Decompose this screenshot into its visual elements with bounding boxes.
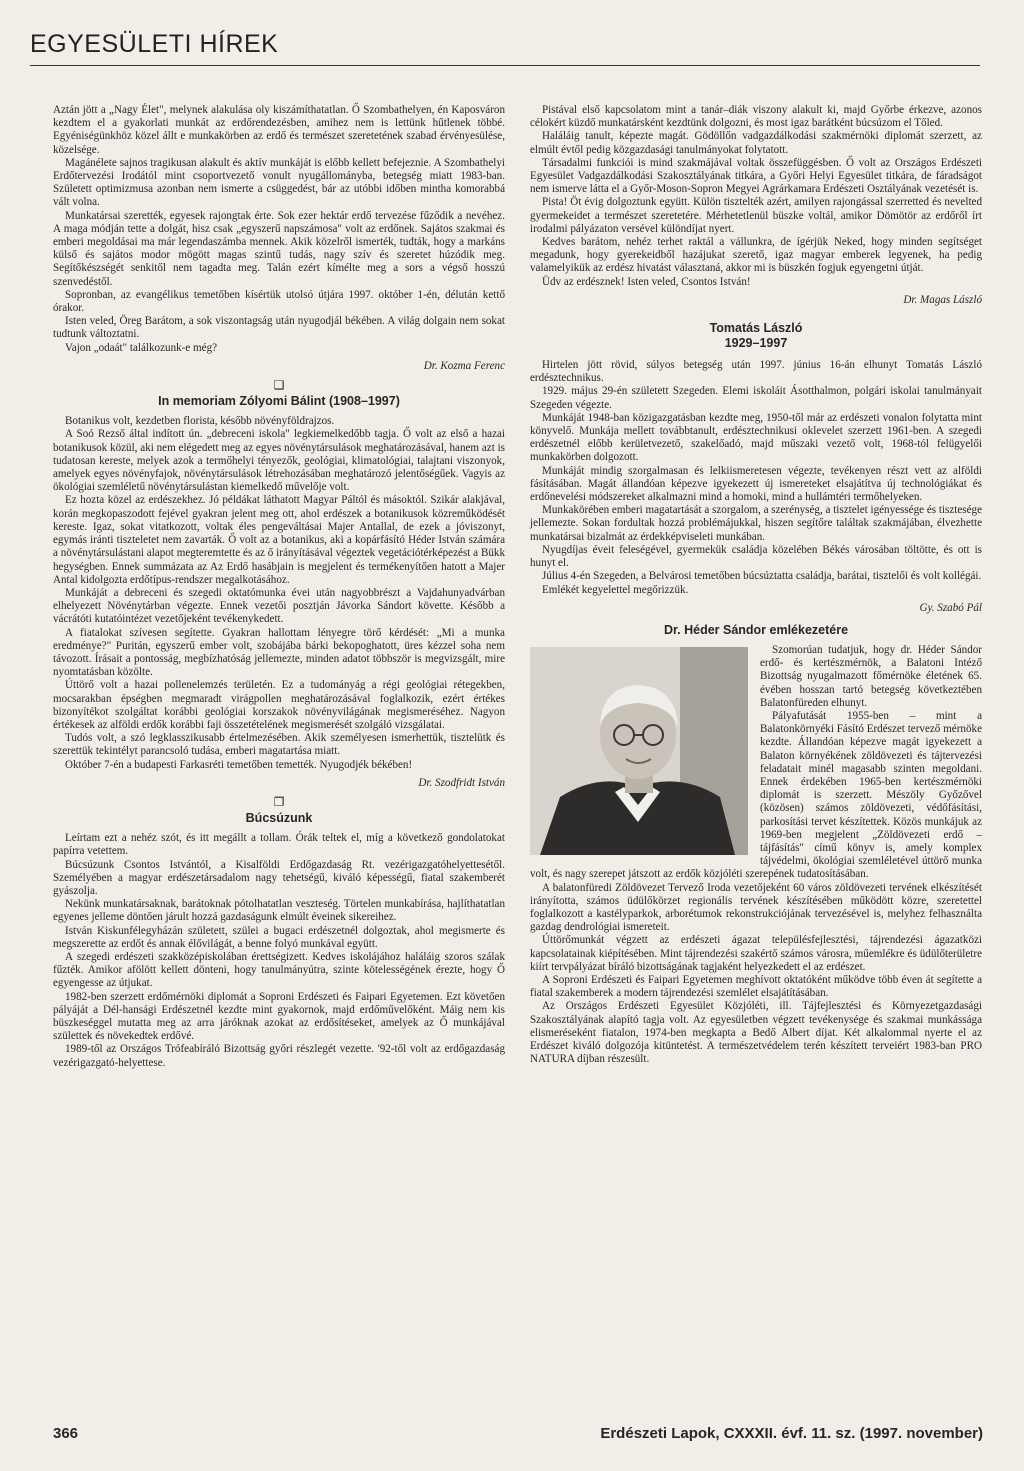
article-title: Búcsúzunk bbox=[245, 811, 313, 826]
paragraph: Haláláig tanult, képezte magát. Gödöllőn vadgazdálkodási szakmérnöki diplomát szerzett, az elmúlt évtől pedig közgazdasági tanulmányokat folytatott. bbox=[530, 130, 982, 156]
journal-citation: Erdészeti Lapok, CXXXII. évf. 11. sz. (1997. november) bbox=[600, 1425, 983, 1442]
paragraph: 1989-től az Országos Trófeabíráló Bizottság győri részlegét vezette. '92-től volt az erdőgazdaság vezérigazgató-helyettese. bbox=[53, 1043, 505, 1069]
signature: Dr. Kozma Ferenc bbox=[423, 359, 505, 372]
paragraph: István Kiskunfélegyházán született, szülei a bugaci erdészetnél dolgoztak, ahol megismerte és megszerette az erdőt és annak élővilágát, a benne folyó munkával együtt. bbox=[53, 924, 505, 950]
paragraph: Leírtam ezt a nehéz szót, és itt megállt a tollam. Órák teltek el, míg a következő gondolatokat papírra vetettem. bbox=[53, 832, 505, 858]
signature: Gy. Szabó Pál bbox=[919, 601, 982, 614]
paragraph: Társadalmi funkciói is mind szakmájával voltak összefüggésben. Ő volt az Országos Erdészeti Egyesület Vadgazdálkodási Szakosztályának titkára, a Győri Helyi Egyesület titkára, de fáradságot nem ismerve látta el a Győr-Moson-Sopron Megyei Agrárkamara Erdészeti Osztályának vezetését is. bbox=[530, 156, 982, 196]
paragraph: Úttörőmunkát végzett az erdészeti ágazat településfejlesztési, tájrendezési ágazatközi kapcsolatainak kiépítésében. Mint tájrendezési szakértő számos városra, műemlékre és üdülőterületre kiírt tervpályázat bíráló bizottságának tagjaként helyezkedett el az erdészet. bbox=[530, 934, 982, 973]
section-title: EGYESÜLETI HÍREK bbox=[30, 30, 279, 58]
portrait-image bbox=[530, 647, 748, 855]
title-name: Tomatás László bbox=[709, 321, 803, 336]
page-header bbox=[30, 30, 980, 66]
paragraph: Július 4-én Szegeden, a Belvárosi temetőben búcsúztatta családja, barátai, tisztelői és volt kollégái. bbox=[542, 570, 982, 583]
title-years: 1929–1997 bbox=[724, 336, 788, 351]
article-title: In memoriam Zólyomi Bálint (1908–1997) bbox=[158, 394, 400, 409]
article-zolyomi bbox=[53, 379, 505, 790]
paragraph: A Soproni Erdészeti és Faipari Egyetemen meghívott oktatóként működve több éven át segítette a fiatal szakemberek a modern tájrendezési szemlélet elsajátításában. bbox=[530, 973, 982, 1000]
paragraph: A fiatalokat szívesen segítette. Gyakran hallottam lényegre törő kérdését: „Mi a munka eredménye?" Puritán, egyszerű ember volt, szobájába bárki bekopoghatott, üres kézzel soha nem távozott. Írásait a pontosság, megbízhatóság jellemezte, minden adatot többször is megvizsgált, mire nyomtatásban közölte. bbox=[53, 626, 505, 679]
paragraph: Pistával első kapcsolatom mint a tanár–diák viszony alakult ki, majd Győrbe érkezve, azonos célokért küzdő munkatársként kezdtünk dolgozni, és most igaz barátként búcsúzom el Tőled. bbox=[530, 104, 982, 130]
paragraph: Búcsúzunk Csontos Istvántól, a Kisalföldi Erdőgazdaság Rt. vezérigazgatóhelyettesétől. Személyében a magyar erdészetársadalom nagy tehetségű, kiváló képességű, fiatal szakemberét gyászolja. bbox=[53, 858, 505, 897]
paragraph: Pályafutását 1955-ben – mint a Balatonkörnyéki Fásító Erdészet tervező mérnöke kezdte. Állandóan képezve magát igyekezett a Balaton környékének zöldövezeti és tájtervezési feladatait minél magasabb szinten megoldani. Ennek érdekében 1965-ben kertészmérnöki diplomát is szerzett. Mészöly Győzővel (közösen) számos zöldövezeti, védőfásítási, parkosítási tervet készítettek. Közös munkájuk az 1969-ben megjelent „Zöldövezeti erdő – tájfásítás" című könyv is, amely komplex tájvédelmi, ökológiai szemléletével úttörő munka volt, és nagy szerepet játszott az erdők közjóléti szerepének tudatosításában. bbox=[530, 709, 982, 881]
paragraph: Úttörő volt a hazai pollenelemzés területén. Ez a tudományág a régi geológiai rétegekben, mocsarakban épségben megmaradt virágpollen meghatározásával foglalkozik, ezért értékes bizonyítékot szolgáltat korábbi geológiai korszakok növényvilágának megismeréséhez. Nagyon értékesek az alföldi erdők korábbi faji összetételének megismerését szolgáló vizsgálatai. bbox=[53, 679, 505, 731]
paragraph: Kedves barátom, nehéz terhet raktál a vállunkra, de ígérjük Neked, hogy minden segítséget megadunk, hogy gyerekeidből hazájukat szerető, igaz magyar emberek legyenek, ha pedig valamelyikük az erdész hivatást választaná, akkor mi is büszkén fogjuk egyengetni útját. bbox=[530, 236, 982, 275]
paragraph: Botanikus volt, kezdetben florista, később növényföldrajzos. bbox=[65, 415, 335, 428]
paragraph: Vajon „odaát" találkozunk-e még? bbox=[65, 341, 218, 354]
page-number: 366 bbox=[53, 1425, 79, 1442]
right-column bbox=[530, 104, 982, 1066]
paragraph: Sopronban, az evangélikus temetőben kísértük utolsó útjára 1997. október 1-én, délután kettő órakor. bbox=[53, 288, 505, 315]
article-heder bbox=[530, 623, 982, 1067]
paragraph: A szegedi erdészeti szakközépiskolában érettségizett. Kedves iskolájához haláláig szoros szálak fűzték. Amikor afölött kellett dönteni, hogy tanulmányútra, szinte kötelességének érezte, hogy Ő egyengesse az útjukat. bbox=[53, 950, 505, 990]
paragraph: A Soó Rezső által indított ún. „debreceni iskola" legkiemelkedőbb tagja. Ő volt az első a hazai botanikusok közül, aki nem elégedett meg az egyes növénytársulások meghatározásával, hanem azt is tudatosan kereste, melyek azok a termőhelyi tényezők, geológiai, klimatológiai, talajtani viszonyok, amelyek egyes növényfajok, növénytársulások létrehozásában meghatározó jelentőségűek. Vagyis az ökológiai szemléletű növénytársulástan kiemelkedő művelője volt. bbox=[53, 428, 505, 494]
paragraph: 1929. május 29-én született Szegeden. Elemi iskoláit Ásotthalmon, polgári iskolai tanulmányait Szegeden végezte. bbox=[530, 385, 982, 411]
paragraph: Nyugdíjas éveit feleségével, gyermekük családja közelében Békés városában töltötte, és ott is hunyt el. bbox=[530, 543, 982, 570]
paragraph: Magánélete sajnos tragikusan alakult és aktív munkáját is előbb kellett befejeznie. A Szombathelyi Erdőtervezési Irodától mint csoportvezető vonult nyugállományba, betegség miatt 1983-ban. Született optimizmusa azonban nem ismerte a csüggedést, bár az utóbbi időben mintha komorabbá vált volna. bbox=[53, 156, 505, 209]
separator-mark: ❑ bbox=[273, 378, 285, 393]
paragraph: Az Országos Erdészeti Egyesület Közjóléti, ill. Tájfejlesztési és Környezetgazdasági Szakosztályának alapító tagja volt. Az egyesületben végzett tevékenysége és szakmai munkássága elismeréseként fiatalon, 1974-ben megkapta a Bedő Albert díjat. Két alkalommal nyerte el az Erdészet kiváló dolgozója kitüntetést. A természetvédelem terén készített terveiért 1983-ban PRO NATURA díjban részesült. bbox=[530, 1000, 982, 1066]
paragraph: Pista! Öt évig dolgoztunk együtt. Külön tisztelték azért, amilyen rajongással szerretted és nevelted gyermekeidet a természet szeretetére. Mérhetetlenül büszke voltál, amikor Dömötör az erdőről írt irodalmi pályázaton versével különdíjat nyert. bbox=[530, 196, 982, 235]
paragraph: 1982-ben szerzett erdőmérnöki diplomát a Soproni Erdészeti és Faipari Egyetemen. Ezt követően pályáját a Dél-hansági Erdészetnél kezdte mint gyakornok, majd erdőművelőként. Máig nem kis büszkeséggel mutatta meg az arra járóknak azokat az erdősítéseket, amelyek az Ő munkájával születtek és növekedtek erdővé. bbox=[53, 990, 505, 1043]
paragraph: Munkatársai szerették, egyesek rajongtak érte. Sok ezer hektár erdő tervezése fűződik a nevéhez. A maga módján tette a dolgát, hisz csak „egyszerű napszámosa" volt az erdőnek. Sajátos szakmai és emberi megoldásai ma már legendaszámba mennek. Akik közelről ismerték, tudták, hogy a markáns külső és sajátos modor mögött magas szintű tudás, nagy szív és szeretet húzódik meg. Segítőkészségét senkitől nem tagadta meg. Talán ezért kímélte meg a sors a végső hosszú szenvedéstől. bbox=[53, 209, 505, 288]
paragraph: Október 7-én a budapesti Farkasréti temetőben temették. Nyugodjék békében! bbox=[65, 758, 413, 771]
article-bucsuzunk-continued bbox=[530, 104, 982, 307]
paragraph: Munkakörében emberi magatartását a szorgalom, a szerénység, a tisztelet igényessége és tisztesége jellemezte. Sokan fordultak hozzá problémájukkal, hiszen segítőre találtak szakmájában, élvezhette munkatársai bizalmát az érdekképviseleti munkában. bbox=[530, 504, 982, 543]
paragraph: Szomorúan tudatjuk, hogy dr. Héder Sándor erdő- és kertészmérnök, a Balatoni Intéző Bizottság nyugalmazott főmérnöke életének 65. évében hosszan tartó betegség következtében Balatonfüreden elhunyt. bbox=[760, 643, 982, 709]
paragraph: Isten veled, Öreg Barátom, a sok viszontagság után nyugodjál békében. A világ dolgain nem sokat tudtunk változtatni. bbox=[53, 315, 505, 341]
article-tomatas bbox=[530, 321, 982, 615]
article-title bbox=[530, 321, 982, 351]
paragraph: Tudós volt, a szó legklasszikusabb értelmezésében. Akik személyesen ismerhettük, tisztelütk és szerettük tekintélyt parancsoló tudása, emberi magatartása miatt. bbox=[53, 732, 505, 758]
article-kozma bbox=[53, 104, 505, 373]
paragraph: Munkáját 1948-ban közigazgatásban kezdte meg, 1950-től már az erdészeti vonalon folytatta mint könyvelő. Munkája mellett továbbtanult, erdésztechnikusi oklevelet szerzett 1961-ben. A szegedi erdészetnél előbb kerületvezető, szakelőadó, majd műszaki vezető volt, 1968-tól felügyelői munkakörben dolgozott. bbox=[530, 411, 982, 464]
paragraph: Nekünk munkatársaknak, barátoknak pótolhatatlan veszteség. Törtelen munkabírása, hajlíthatatlan egyenes jelleme döntően járult hozzá gazdaságunk elmúlt éveinek sikereihez. bbox=[53, 898, 505, 924]
paragraph: A balatonfüredi Zöldövezet Tervező Iroda vezetőjeként 60 város zöldövezeti tervének elkészítését irányította, számos üdülőkörzet regionális tervének készítésében működött közre, szeretettel foglalkozott a kastélyparkok, arborétumok rekonstrukciójának tervezésével is, melyhez felhasználta gazdag dendrológiai ismereteit. bbox=[530, 881, 982, 934]
paragraph: Ez hozta közel az erdészekhez. Jó példákat láthatott Magyar Páltól és másoktól. Szikár alakjával, korán megkopaszodott fejével gyakran jelent meg ott, ahol erdészek a botanikusok közreműködését kereste. Igaz, sokat vitatkozott, voltak éles pengeváltásai Majer Antallal, de ezek a jóviszonyt, egymás iránti tiszteletet nem zavarták. Ő volt az a botanikus, aki a kopárfásító Héder István számára a növénytársulástani alapot megteremtette és az ő irányításával végeztek vegetációtérképezést a Bükk hegységben. Ennek summázata az Az Erdő hasábjain is megjelent és termékenyítően hatott a Majer Antal kidolgozta erdőtípus-rendszer megalkotásához. bbox=[53, 494, 505, 586]
paragraph: Üdv az erdésznek! Isten veled, Csontos István! bbox=[542, 275, 751, 288]
paragraph: Aztán jött a „Nagy Élet", melynek alakulása oly kiszámíthatatlan. Ő Szombathelyen, én Kaposváron kezdtem el a gyakorlati munkát az erdőrendezésben, amihez nem is lettünk hűtlenek többé. Egyéniségünkhöz közel állt e munkakörben az erdő és természet szeretetének szabad érvényesülése, közelsége. bbox=[53, 104, 505, 156]
paragraph: Munkáját mindig szorgalmasan és lelkiismeretesen végezte, tevékenyen részt vett az alföldi fásításában. Magát állandóan képezve igyekezett új ismereteket elsajátítva új technológiákat és erdőnevelési módszereket alkalmazni mind a homoki, mind a hullámtéri termőhelyeken. bbox=[530, 464, 982, 504]
paragraph: Emlékét kegyelettel megőrizzük. bbox=[542, 583, 689, 596]
paragraph: Hirtelen jött rövid, súlyos betegség után 1997. június 16-án elhunyt Tomatás László erdésztechnikus. bbox=[530, 359, 982, 385]
signature: Dr. Magas László bbox=[903, 293, 982, 306]
header-rule bbox=[30, 65, 980, 66]
signature: Dr. Szodfridt István bbox=[418, 776, 505, 789]
article-bucsuzunk bbox=[53, 796, 505, 1070]
paragraph: Munkáját a debreceni és szegedi oktatómunka évei után nagyobbrészt a Vajdahunyadvárban elhelyezett Növénytárban végezte. Ennek vezetői posztján Jávorka Sándort követte. Később a vácrátóti kutatóintézet vezetőjeként tevékenykedett. bbox=[53, 586, 505, 626]
separator-mark: ❐ bbox=[273, 794, 285, 809]
left-column bbox=[53, 104, 505, 1070]
article-title: Dr. Héder Sándor emlékezetére bbox=[663, 622, 849, 637]
portrait-photo bbox=[530, 647, 748, 855]
